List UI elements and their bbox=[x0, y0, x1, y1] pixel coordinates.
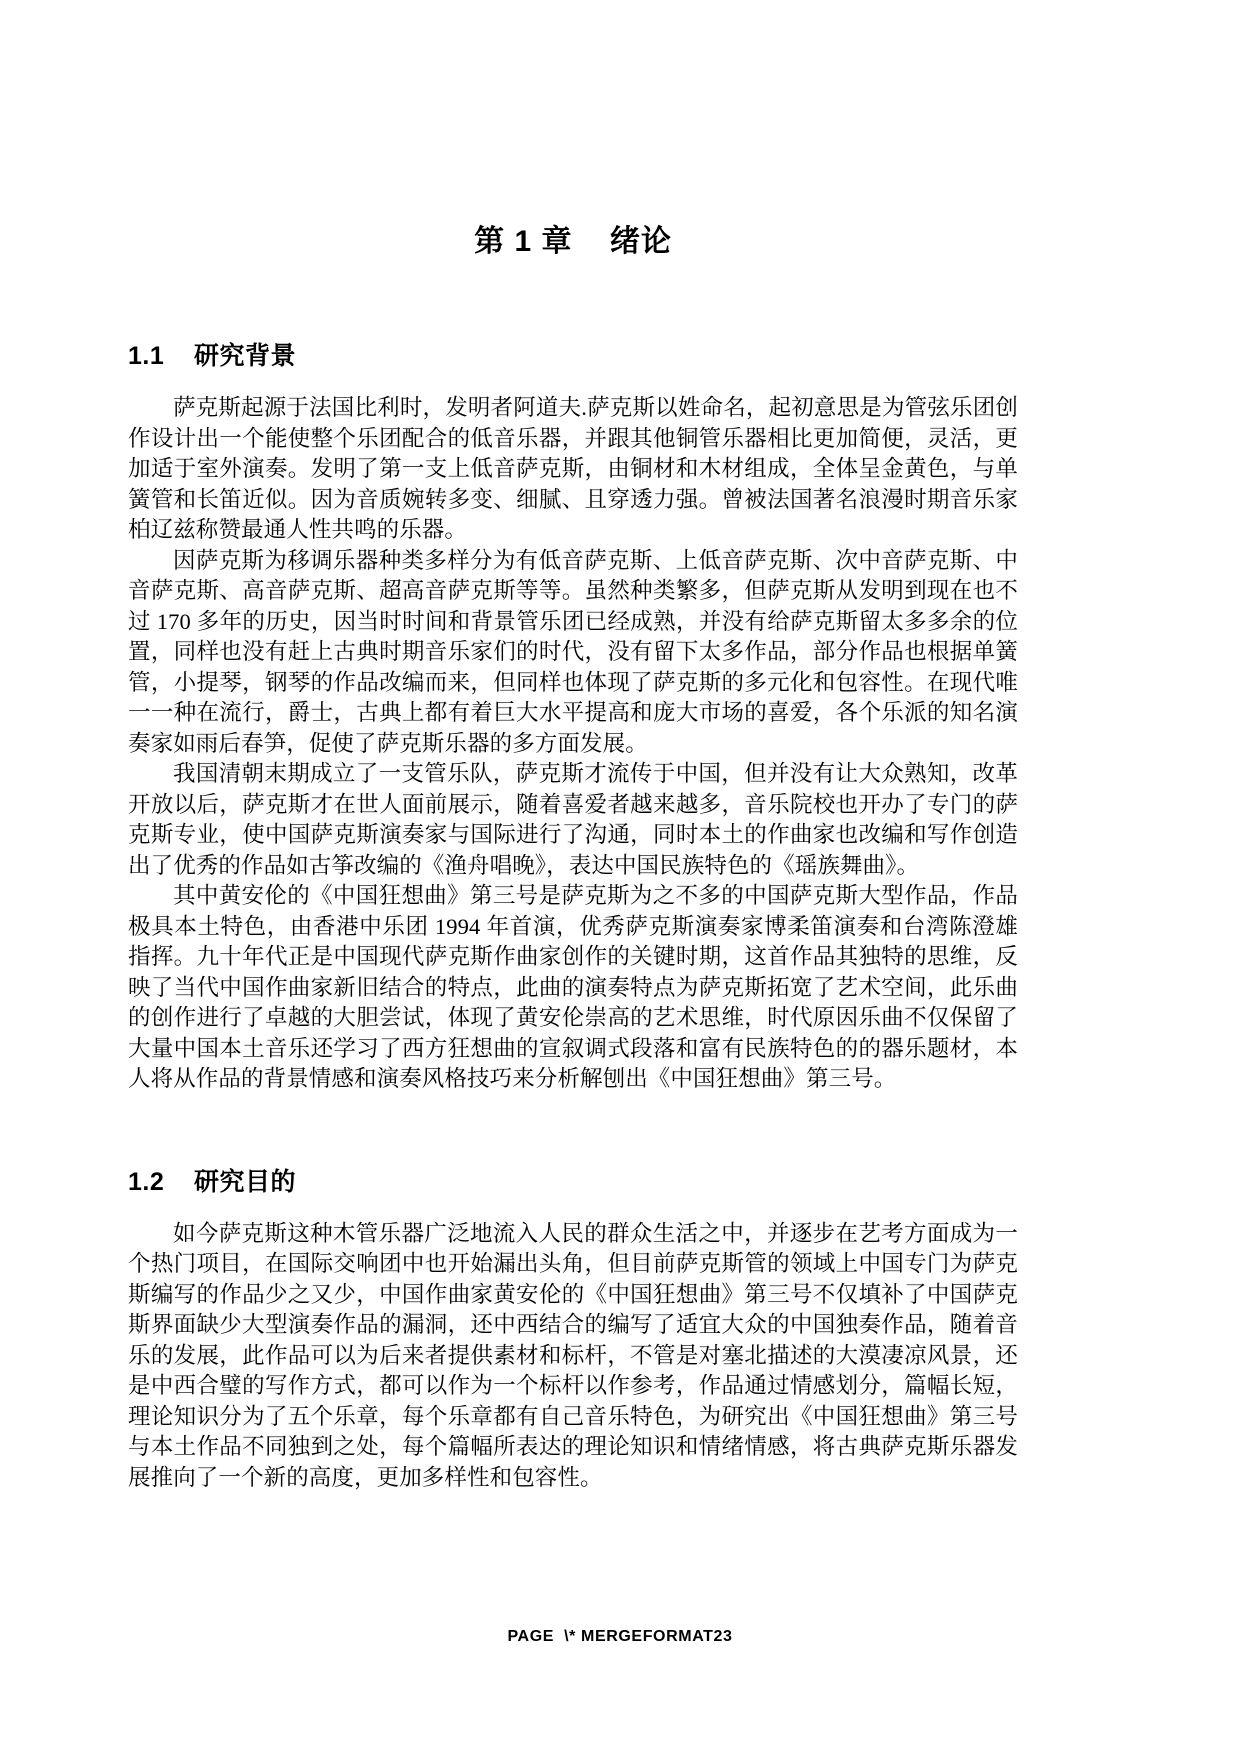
section-1-1-body bbox=[128, 393, 1018, 1095]
paragraph: 我国清朝末期成立了一支管乐队，萨克斯才流传于中国，但并没有让大众熟知，改革开放以后，萨克斯才在世人面前展示，随着喜爱者越来越多，音乐院校也开办了专门的萨克斯专业，使中国萨克斯演奏家与国际进行了沟通，同时本土的作曲家也改编和写作创造出了优秀的作品如古筝改编的《渔舟唱晚》，表达中国民族特色的《瑶族舞曲》。 bbox=[128, 761, 1018, 878]
paragraph: 如今萨克斯这种木管乐器广泛地流入人民的群众生活之中，并逐步在艺考方面成为一个热门项目，在国际交响团中也开始漏出头角，但目前萨克斯管的领域上中国专门为萨克斯编写的作品少之又少，中国作曲家黄安伦的《中国狂想曲》第三号不仅填补了中国萨克斯界面缺少大型演奏作品的漏洞，还中西结合的编写了适宜大众的中国独奏作品，随着音乐的发展，此作品可以为后来者提供素材和标杆，不管是对塞北描述的大漠凄凉风景，还是中西合璧的写作方式，都可以作为一个标杆以作参考，作品通过情感划分，篇幅长短，理论知识分为了五个乐章，每个乐章都有自己音乐特色，为研究出《中国狂想曲》第三号与本土作品不同独到之处，每个篇幅所表达的理论知识和情绪情感，将古典萨克斯乐器发展推向了一个新的高度，更加多样性和包容性。 bbox=[128, 1220, 1018, 1490]
page-footer: PAGE \* MERGEFORMAT23 bbox=[507, 1628, 733, 1645]
paragraph: 其中黄安伦的《中国狂想曲》第三号是萨克斯为之不多的中国萨克斯大型作品，作品极具本土特色，由香港中乐团 1994 年首演，优秀萨克斯演奏家博柔笛演奏和台湾陈澄雄指挥。九十年代正是中国现代萨克斯作曲家创作的关键时期，这首作品其独特的思维，反映了当代中国作曲家新旧结合的特点，此曲的演奏特点为萨克斯拓宽了艺术空间，此乐曲的创作进行了卓越的大胆尝试，体现了黄安伦崇高的艺术思维，时代原因乐曲不仅保留了大量中国本土音乐还学习了西方狂想曲的宣叙调式段落和富有民族特色的的器乐题材，本人将从作品的背景情感和演奏风格技巧来分析解刨出《中国狂想曲》第三号。 bbox=[128, 883, 1018, 1091]
paragraph: 萨克斯起源于法国比利时，发明者阿道夫.萨克斯以姓命名，起初意思是为管弦乐团创作设计出一个能使整个乐团配合的低音乐器，并跟其他铜管乐器相比更加简便，灵活，更加适于室外演奏。发明了第一支上低音萨克斯，由铜材和木材组成，全体呈金黄色，与单簧管和长笛近似。因为音质婉转多变、细腻、且穿透力强。曾被法国著名浪漫时期音乐家柏辽兹称赞最通人性共鸣的乐器。 bbox=[128, 395, 1018, 542]
paragraph: 因萨克斯为移调乐器种类多样分为有低音萨克斯、上低音萨克斯、次中音萨克斯、中音萨克斯、高音萨克斯、超高音萨克斯等等。虽然种类繁多，但萨克斯从发明到现在也不过 170 多年的历史，因当时时间和背景管乐团已经成熟，并没有给萨克斯留太多多余的位置，同样也没有赶上古典时期音乐家们的时代，没有留下太多作品，部分作品也根据单簧管，小提琴，钢琴的作品改编而来，但同样也体现了萨克斯的多元化和包容性。在现代唯一一种在流行，爵士，古典上都有着巨大水平提高和庞大市场的喜爱，各个乐派的知名演奏家如雨后春笋，促使了萨克斯乐器的多方面发展。 bbox=[128, 547, 1018, 756]
section-heading-1-2: 1.2 研究目的 bbox=[128, 1167, 297, 1196]
chapter-title: 第 1 章 绪论 bbox=[474, 225, 672, 258]
section-1-2-body bbox=[128, 1219, 1018, 1494]
page-content bbox=[128, 0, 1018, 1493]
section-heading-1-1: 1.1 研究背景 bbox=[128, 342, 297, 370]
